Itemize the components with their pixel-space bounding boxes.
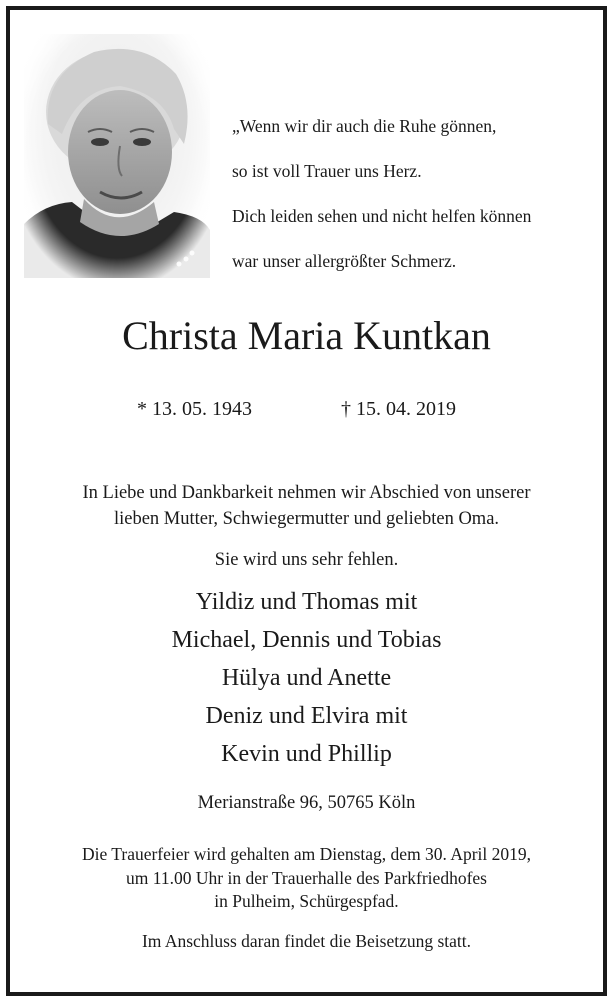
ceremony-line: Die Trauerfeier wird gehalten am Dienstag, dem 30. April 2019,	[81, 844, 532, 864]
verse-line: so ist voll Trauer uns Herz.	[232, 160, 422, 181]
family-address: Merianstraße 96, 50765 Köln	[197, 793, 416, 813]
farewell-line: In Liebe und Dankbarkeit nehmen wir Abschied von unserer	[82, 483, 531, 503]
verse-line: war unser allergrößter Schmerz.	[232, 250, 457, 271]
memorial-verse	[232, 92, 592, 295]
portrait-photo	[24, 34, 210, 278]
birth-date: * 13. 05. 1943	[137, 398, 252, 420]
verse-line: „Wenn wir dir auch die Ruhe gönnen,	[232, 115, 497, 136]
burial-info: Im Anschluss daran findet die Beisetzung statt.	[141, 931, 472, 951]
mourner-line: Yildiz und Thomas mit	[195, 589, 418, 615]
mourner-line: Michael, Dennis und Tobias	[171, 627, 442, 653]
ceremony-line: um 11.00 Uhr in der Trauerhalle des Parkfriedhofes	[126, 867, 487, 888]
death-date: † 15. 04. 2019	[341, 398, 456, 420]
mourner-line: Kevin und Phillip	[221, 741, 392, 767]
farewell-text	[0, 480, 613, 532]
mourners-list	[0, 583, 613, 773]
mourner-line: Deniz und Elvira mit	[205, 703, 408, 729]
ceremony-info	[0, 843, 613, 914]
farewell-line: lieben Mutter, Schwiegermutter und geliebten Oma.	[113, 509, 500, 529]
miss-text: Sie wird uns sehr fehlen.	[214, 550, 399, 570]
ceremony-line: in Pulheim, Schürgespfad.	[214, 891, 399, 911]
mourner-line: Hülya und Anette	[221, 665, 392, 691]
deceased-name: Christa Maria Kuntkan	[122, 313, 491, 358]
verse-line: Dich leiden sehen und nicht helfen können	[232, 205, 532, 226]
